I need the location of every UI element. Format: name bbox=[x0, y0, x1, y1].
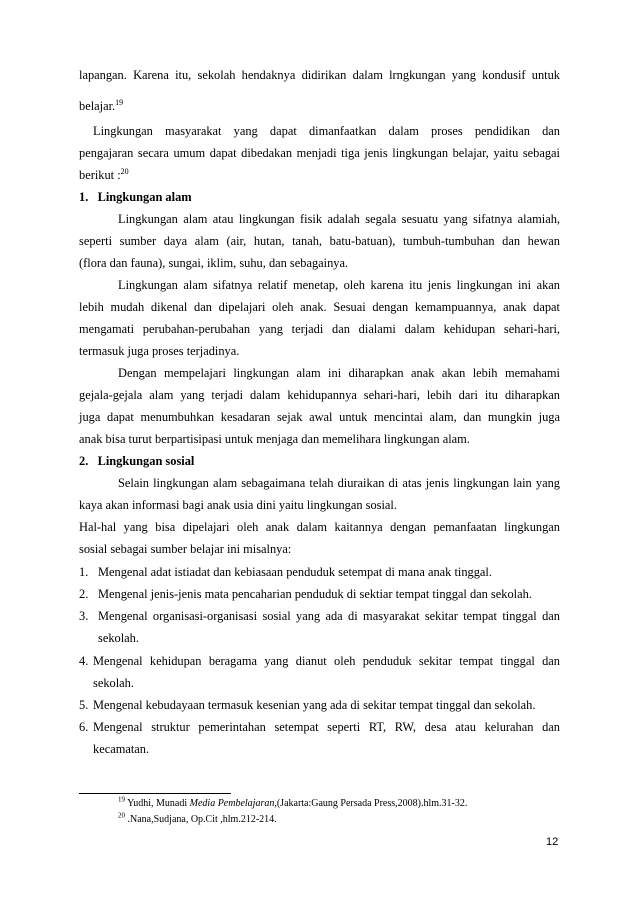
body-line: sosial sebagai sumber belajar ini misalnya: bbox=[79, 542, 292, 556]
list-number: 5. bbox=[79, 698, 89, 712]
body-line: juga dapat menumbuhkan kesadaran sejak awal untuk mencintai alam, dan mungkin juga bbox=[79, 410, 560, 424]
body-line: seperti sumber daya alam (air, hutan, tanah, batu-batuan), tumbuh-tumbuhan dan hewan bbox=[79, 234, 560, 248]
body-line: Hal-hal yang bisa dipelajari oleh anak dalam kaitannya dengan pemanfaatan lingkungan bbox=[79, 520, 560, 534]
body-line: Selain lingkungan alam sebagaimana telah diuraikan di atas jenis lingkungan lain yang bbox=[118, 476, 560, 490]
body-line: anak bisa turut berpartisipasi untuk menjaga dan memelihara lingkungan alam. bbox=[79, 432, 470, 446]
footnote-19: $^{19}$ Yudhi, Munadi Media Pembelajaran,(Jakarta:Gaung Persada Press,2008).hlm.31-32. bbox=[118, 795, 468, 809]
list-item: Mengenal adat istiadat dan kebiasaan penduduk setempat di mana anak tinggal. bbox=[98, 565, 492, 579]
body-line: berikut :$^{20}$ bbox=[79, 166, 129, 182]
list-item-continuation: sekolah. bbox=[98, 631, 139, 645]
list-item: Mengenal kehidupan beragama yang dianut oleh penduduk sekitar tempat tinggal dan bbox=[93, 654, 560, 668]
list-number: 2. bbox=[79, 587, 89, 601]
body-line: pengajaran secara umum dapat dibedakan menjadi tiga jenis lingkungan belajar, yaitu sebagai bbox=[79, 146, 560, 160]
list-item: Mengenal struktur pemerintahan setempat seperti RT, RW, desa atau kelurahan dan bbox=[93, 720, 560, 734]
list-item: Mengenal kebudayaan termasuk kesenian yang ada di sekitar tempat tinggal dan sekolah. bbox=[93, 698, 536, 712]
footnote-ref: 19 bbox=[115, 97, 124, 107]
body-line: gejala-gejala alam yang terjadi dalam kehidupannya sehari-hari, lebih dari itu diharapkan bbox=[79, 388, 560, 402]
list-number: 1. bbox=[79, 565, 89, 579]
body-line: lebih mudah dikenal dan dipelajari oleh anak. Sesuai dengan kemampuannya, anak dapat bbox=[79, 300, 560, 314]
list-number: 3. bbox=[79, 609, 89, 623]
section-heading-lingkungan-alam: 1. Lingkungan alam bbox=[79, 190, 192, 204]
body-line: (flora dan fauna), sungai, iklim, suhu, dan sebagainya. bbox=[79, 256, 349, 270]
body-line: Lingkungan alam sifatnya relatif menetap, oleh karena itu jenis lingkungan ini akan bbox=[118, 278, 560, 292]
body-line: kaya akan informasi bagi anak usia dini yaitu lingkungan sosial. bbox=[79, 498, 397, 512]
body-line: lapangan. Karena itu, sekolah hendaknya didirikan dalam lrngkungan yang kondusif untuk bbox=[79, 68, 560, 82]
body-line: belajar.$^{19}$ bbox=[79, 97, 124, 113]
list-number: 4. bbox=[79, 654, 89, 668]
body-line: Lingkungan alam atau lingkungan fisik adalah segala sesuatu yang sifatnya alamiah, bbox=[118, 212, 560, 226]
footnote-rule bbox=[79, 793, 231, 794]
footnote-20: $^{20}$ .Nana,Sudjana, Op.Cit ,hlm.212-214. bbox=[118, 811, 277, 825]
section-heading-lingkungan-sosial: 2. Lingkungan sosial bbox=[79, 454, 195, 468]
body-line: termasuk juga proses terjadinya. bbox=[79, 344, 240, 358]
footnote-ref: 20 bbox=[120, 166, 129, 176]
list-item-continuation: kecamatan. bbox=[93, 742, 150, 756]
body-line: Lingkungan masyarakat yang dapat dimanfaatkan dalam proses pendidikan dan bbox=[93, 124, 560, 138]
page-number: 12 bbox=[546, 836, 559, 848]
list-item-continuation: sekolah. bbox=[93, 676, 134, 690]
list-item: Mengenal organisasi-organisasi sosial yang ada di masyarakat sekitar tempat tinggal dan bbox=[98, 609, 560, 623]
body-line: Dengan mempelajari lingkungan alam ini diharapkan anak akan lebih memahami bbox=[118, 366, 560, 380]
list-item: Mengenal jenis-jenis mata pencaharian penduduk di sektiar tempat tinggal dan sekolah. bbox=[98, 587, 532, 601]
body-line: mengamati perubahan-perubahan yang terjadi dan dialami dalam kehidupan sehari-hari, bbox=[79, 322, 560, 336]
list-number: 6. bbox=[79, 720, 89, 734]
